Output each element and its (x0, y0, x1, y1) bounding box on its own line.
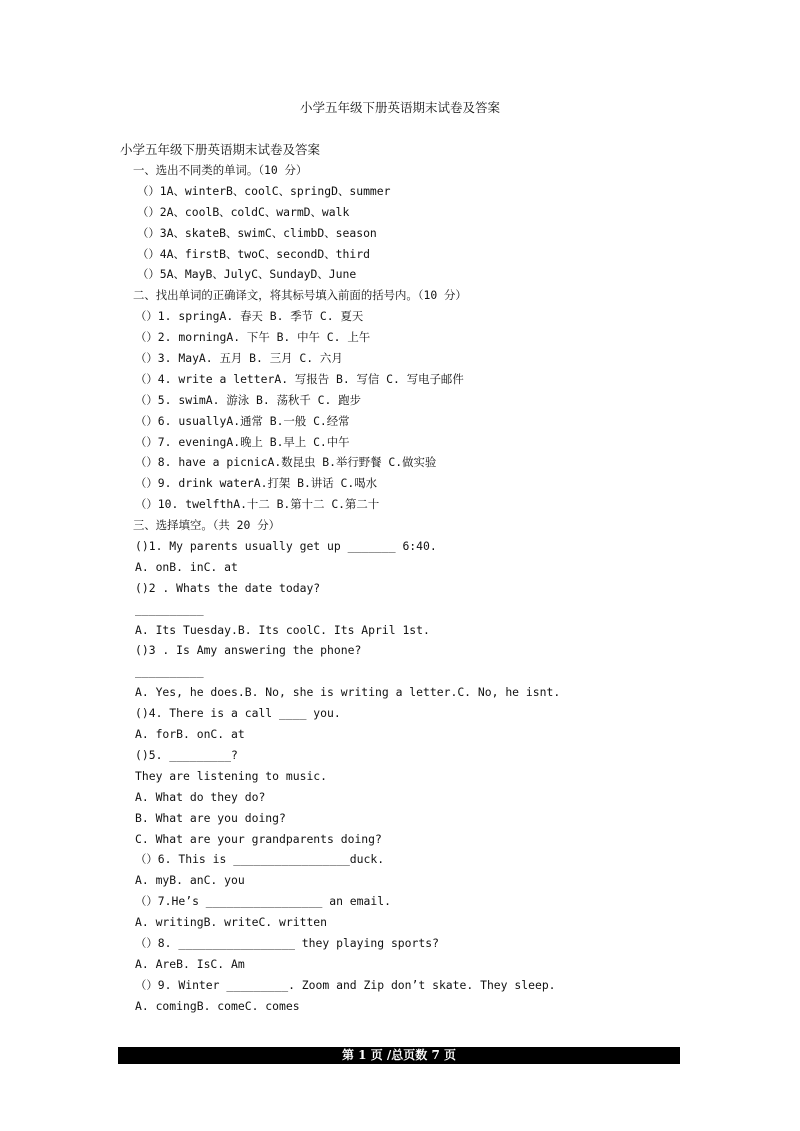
question-item: （）4. write a letterA. 写报告 B. 写信 C. 写电子邮件 (135, 371, 464, 386)
question-item: （）3A、skateB、swimC、climbD、season (137, 225, 377, 240)
question-item: （）7.He’s _________________ an email. (135, 894, 391, 909)
answer-blank: __________ (135, 601, 204, 616)
answer-option: B. What are you doing? (135, 810, 286, 825)
question-item: （）8. have a picnicA.数昆虫 B.举行野餐 C.做实验 (135, 455, 437, 470)
answer-options: A. Its Tuesday.B. Its coolC. Its April 1st. (135, 622, 430, 637)
question-item: （）8. _________________ they playing sports? (135, 935, 439, 950)
question-item: （）5. swimA. 游泳 B. 荡秋千 C. 跑步 (135, 392, 361, 407)
document-title: 小学五年级下册英语期末试卷及答案 (120, 142, 321, 157)
question-item: （）5A、MayB、JulyC、SundayD、June (137, 267, 357, 282)
question-item: （）6. usuallyA.通常 B.一般 C.经常 (135, 413, 350, 428)
answer-options: A. comingB. comeC. comes (135, 998, 300, 1013)
page-number: 第 1 页 /总页数 7 页 (342, 1048, 456, 1062)
question-item: ()1. My parents usually get up _______ 6:40. (135, 539, 437, 554)
question-item: （）3. MayA. 五月 B. 三月 C. 六月 (135, 351, 343, 366)
page-footer (118, 1047, 680, 1064)
answer-options: A. Yes, he does.B. No, she is writing a letter.C. No, he isnt. (135, 685, 561, 700)
section-heading: 三、选择填空。（共 20 分） (133, 518, 281, 533)
answer-blank: __________ (135, 664, 204, 679)
question-item: （）7. eveningA.晚上 B.早上 C.中午 (135, 434, 350, 449)
question-item: （）6. This is _________________duck. (135, 852, 385, 867)
question-item: （）9. drink waterA.打架 B.讲话 C.喝水 (135, 476, 377, 491)
question-item: ()5. _________? (135, 747, 238, 762)
answer-option: C. What are your grandparents doing? (135, 831, 382, 846)
answer-options: A. onB. inC. at (135, 559, 238, 574)
page-header-title: 小学五年级下册英语期末试卷及答案 (299, 100, 500, 115)
section-heading: 一、选出不同类的单词。（10 分） (133, 163, 308, 177)
document-body (0, 160, 800, 1017)
answer-options: A. myB. anC. you (135, 873, 245, 888)
question-item: （）1A、winterB、coolC、springD、summer (137, 183, 391, 198)
answer-option: A. What do they do? (135, 789, 266, 804)
question-item: （）4A、firstB、twoC、secondD、third (137, 246, 370, 261)
question-item: ()4. There is a call ____ you. (135, 706, 341, 721)
answer-options: A. writingB. writeC. written (135, 915, 328, 930)
answer-options: A. forB. onC. at (135, 727, 245, 742)
question-item: （）2. morningA. 下午 B. 中午 C. 上午 (135, 330, 371, 345)
question-item: （）1. springA. 春天 B. 季节 C. 夏天 (135, 309, 364, 324)
question-item: ()3 . Is Amy answering the phone? (135, 643, 362, 658)
question-item: （）9. Winter _________. Zoom and Zip don’t skate. They sleep. (135, 977, 556, 992)
question-prompt: They are listening to music. (135, 768, 328, 783)
section-heading: 二、找出单词的正确译文，将其标号填入前面的括号内。（10 分） (133, 288, 467, 303)
question-item: ()2 . Whats the date today? (135, 580, 321, 595)
question-item: （）10. twelfthA.十二 B.第十二 C.第二十 (135, 497, 380, 512)
question-item: （）2A、coolB、coldC、warmD、walk (137, 204, 350, 219)
answer-options: A. AreB. IsC. Am (135, 956, 245, 971)
